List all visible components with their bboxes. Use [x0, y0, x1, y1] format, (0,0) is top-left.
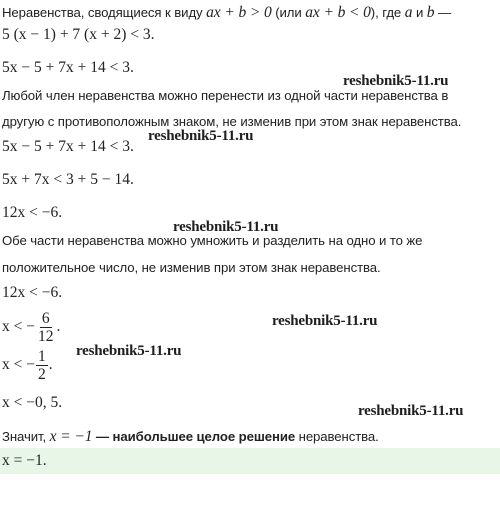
- watermark: reshebnik5-11.ru: [358, 403, 464, 419]
- fraction-numerator: 1: [37, 348, 46, 365]
- watermark: reshebnik5-11.ru: [148, 128, 254, 144]
- fraction-denominator: 2: [37, 366, 46, 383]
- intro-part: (или: [271, 5, 306, 20]
- step-original-inequality: 5 (x − 1) + 7 (x + 2) < 3.: [2, 26, 155, 43]
- step-decimal: x < −0, 5.: [2, 394, 63, 411]
- conclusion-part: Значит,: [2, 429, 50, 444]
- rule-transfer-line2: другую с противоположным знаком, не изменив при этом знак неравенства.: [2, 114, 462, 129]
- intro-part: ), где: [370, 5, 405, 20]
- fraction: [36, 310, 56, 345]
- fraction-end: .: [56, 318, 61, 336]
- conclusion-expr: x = −1: [49, 428, 93, 445]
- rule-divide-line1: Обе части неравенства можно умножить и разделить на одно и то же: [2, 233, 423, 248]
- fraction-denominator: 12: [37, 328, 54, 345]
- watermark: reshebnik5-11.ru: [76, 343, 182, 359]
- watermark: reshebnik5-11.ru: [173, 219, 279, 235]
- conclusion-part: неравенства.: [295, 429, 379, 444]
- step-fraction: [2, 310, 60, 345]
- intro-text: [2, 4, 451, 22]
- intro-var: b: [426, 4, 435, 21]
- intro-expr: ax + b < 0: [305, 4, 371, 21]
- intro-var: a: [404, 4, 413, 21]
- fraction: [36, 348, 48, 383]
- watermark: reshebnik5-11.ru: [272, 313, 378, 329]
- intro-part: Неравенства, сводящиеся к виду: [2, 5, 207, 20]
- conclusion-text: [2, 428, 379, 446]
- step-reduced-fraction: [2, 348, 53, 383]
- step-expanded-repeat: 5x − 5 + 7x + 14 < 3.: [2, 138, 134, 155]
- intro-part: —: [434, 5, 452, 20]
- step-simplified: 12x < −6.: [2, 204, 63, 221]
- step-expanded: 5x − 5 + 7x + 14 < 3.: [2, 59, 134, 76]
- rule-divide-line2: положительное число, не изменив при этом знак неравенства.: [2, 260, 381, 275]
- fraction-lhs: x < −: [2, 318, 35, 336]
- fraction-numerator: 6: [41, 310, 50, 327]
- fraction-end: .: [48, 356, 53, 374]
- conclusion-highlight: — наибольшее целое решение: [92, 429, 296, 444]
- watermark: reshebnik5-11.ru: [343, 73, 449, 89]
- intro-part: и: [412, 5, 427, 20]
- intro-expr: ax + b > 0: [206, 4, 272, 21]
- fraction-lhs: x < −: [2, 356, 35, 374]
- step-simplified-repeat: 12x < −6.: [2, 284, 63, 301]
- rule-transfer-line1: Любой член неравенства можно перенести из одной части неравенства в: [2, 88, 449, 103]
- answer-box: [0, 448, 500, 474]
- step-transferred: 5x + 7x < 3 + 5 − 14.: [2, 171, 134, 188]
- answer: x = −1.: [2, 452, 47, 469]
